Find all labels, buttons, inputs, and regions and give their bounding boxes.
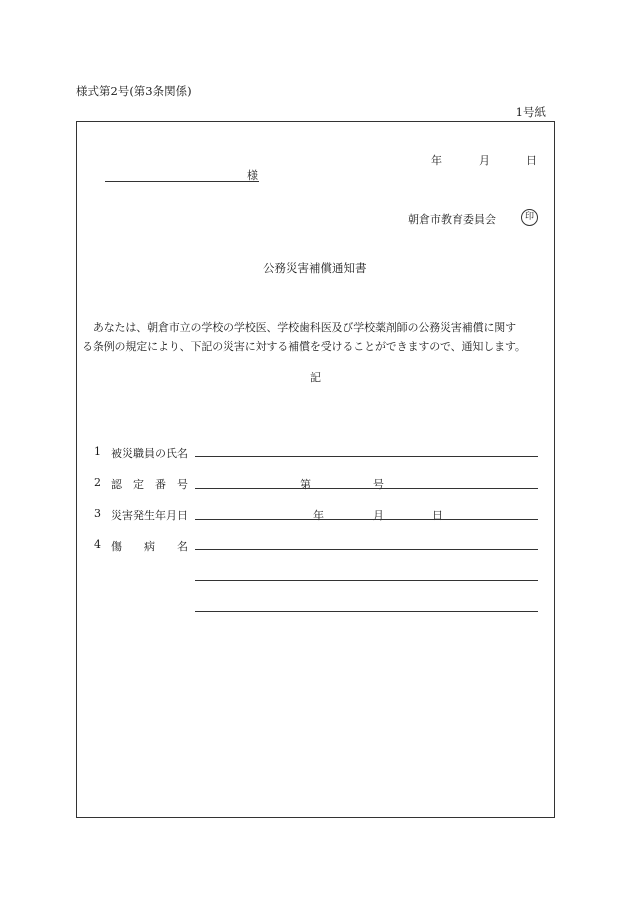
notice-body-line-1: あなたは、朝倉市立の学校の学校医、学校歯科医及び学校薬剤師の公務災害補償に関す	[82, 321, 516, 334]
item-4-number: 4	[94, 538, 101, 551]
addressee-name-line	[105, 181, 259, 182]
item-2-dai: 第	[300, 478, 311, 491]
ki-heading: 記	[310, 371, 321, 384]
item-3-month: 月	[373, 509, 384, 522]
date-month-label: 月	[479, 154, 490, 167]
item-1-line	[195, 456, 538, 457]
issuer-name: 朝倉市教育委員会	[408, 213, 496, 226]
item-4-label: 傷 病 名	[111, 540, 188, 553]
date-year-label: 年	[431, 154, 442, 167]
item-2-line	[195, 488, 538, 489]
item-3-day: 日	[432, 509, 443, 522]
item-2-go: 号	[373, 478, 384, 491]
sheet-number: 1号紙	[515, 105, 546, 119]
item-4-line-2	[195, 580, 538, 581]
item-1-number: 1	[94, 445, 101, 458]
item-3-number: 3	[94, 507, 101, 520]
item-3-line	[195, 519, 538, 520]
item-3-label: 災害発生年月日	[111, 509, 188, 522]
notice-body-line-2: る条例の規定により、下記の災害に対する補償を受けることができますので、通知します。	[82, 340, 526, 353]
notice-body	[82, 318, 552, 356]
addressee-suffix: 様	[247, 169, 258, 182]
item-2-label: 認 定 番 号	[111, 478, 188, 491]
item-1-label: 被災職員の氏名	[111, 447, 188, 460]
date-day-label: 日	[526, 154, 537, 167]
seal-mark: 印	[521, 209, 538, 226]
item-4-line-1	[195, 549, 538, 550]
document-title: 公務災害補償通知書	[263, 261, 367, 275]
form-number: 様式第2号(第3条関係)	[76, 84, 192, 98]
item-3-year: 年	[313, 509, 324, 522]
item-4-line-3	[195, 611, 538, 612]
item-2-number: 2	[94, 476, 101, 489]
